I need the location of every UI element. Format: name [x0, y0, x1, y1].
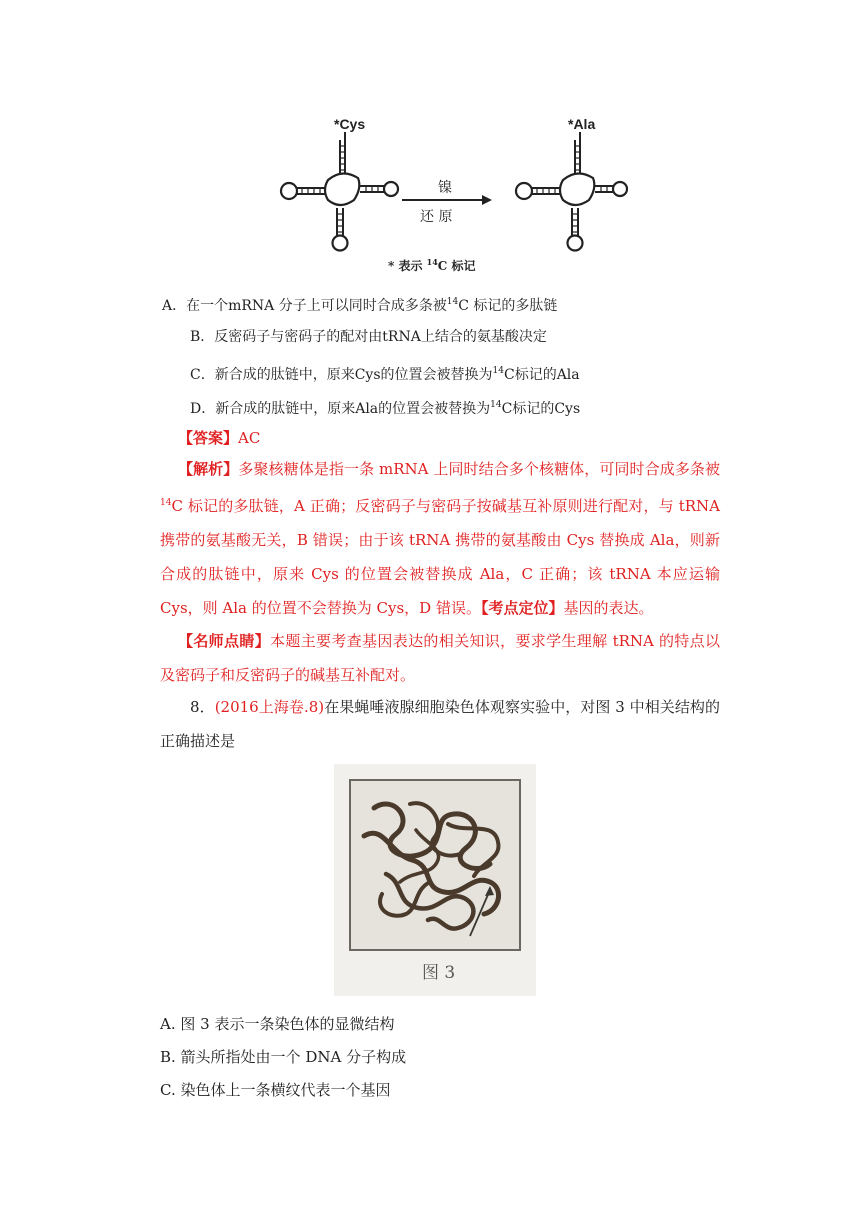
- arrow-top-label: 镍: [438, 180, 452, 196]
- trna-left-label: *Cys: [334, 116, 366, 132]
- option-7d: D．新合成的肽链中，原来Ala的位置会被替换为$^{14}$C标记的Cys: [190, 400, 581, 417]
- answer-label: 【答案】: [178, 429, 239, 447]
- point-label: 【考点定位】: [480, 599, 564, 617]
- option-7c: C．新合成的肽链中，原来Cys的位置会被替换为$^{14}$C标记的Ala: [190, 366, 580, 383]
- reaction-arrow: [402, 195, 492, 205]
- arrow-bottom-label: 还 原: [420, 209, 453, 225]
- comment-label: 【名师点睛】: [178, 632, 271, 650]
- option-8c: C. 染色体上一条横纹代表一个基因: [160, 1081, 391, 1099]
- trna-right-label: *Ala: [568, 116, 596, 132]
- trna-left: [281, 132, 398, 251]
- option-8b: B. 箭头所指处由一个 DNA 分子构成: [160, 1048, 407, 1066]
- question-8-source: (2016上海卷.8): [214, 698, 325, 716]
- analysis-paragraph: 【解析】多聚核糖体是指一条 mRNA 上同时结合多个核糖体，可同时合成多条被 $^{14}$C 标记的多肽链，A 正确；反密码子与密码子按碱基互补原则进行配对，与 tRNA 携带的氨基酸无关，B 错误；由于该 tRNA 携带的氨基酸由 Cys 替换成 Ala，则新合成的肽链中，原来 Cys 的位置会被替换成 Ala，C 正确；该 tRNA 本应运输 Cys，则 Ala 的位置不会替换为 Cys，D 错误。【考点定位】基因的表达。: [160, 460, 720, 617]
- option-7a: A．在一个mRNA 分子上可以同时合成多条被$^{14}$C 标记的多肽链: [162, 297, 558, 314]
- comment-paragraph: 【名师点睛】本题主要考查基因表达的相关知识，要求学生理解 tRNA 的特点以及密码子和反密码子的碱基互补配对。: [160, 632, 720, 684]
- analysis-label: 【解析】: [178, 460, 239, 478]
- figure1-caption: * 表示 $^{14}$C 标记: [388, 257, 476, 273]
- answer-value: AC: [238, 429, 261, 447]
- option-7b: B．反密码子与密码子的配对由tRNA上结合的氨基酸决定: [190, 329, 547, 345]
- trna-diagram: [270, 112, 630, 277]
- answer-line: [178, 428, 260, 448]
- question-8-stem: 8．(2016上海卷.8)在果蝇唾液腺细胞染色体观察实验中，对图 3 中相关结构的正确描述是: [160, 698, 720, 750]
- chromosome-micrograph: [334, 764, 536, 996]
- figure2-caption: 图 3: [422, 963, 456, 983]
- trna-right: [516, 132, 627, 251]
- option-8a: A. 图 3 表示一条染色体的显微结构: [160, 1015, 395, 1033]
